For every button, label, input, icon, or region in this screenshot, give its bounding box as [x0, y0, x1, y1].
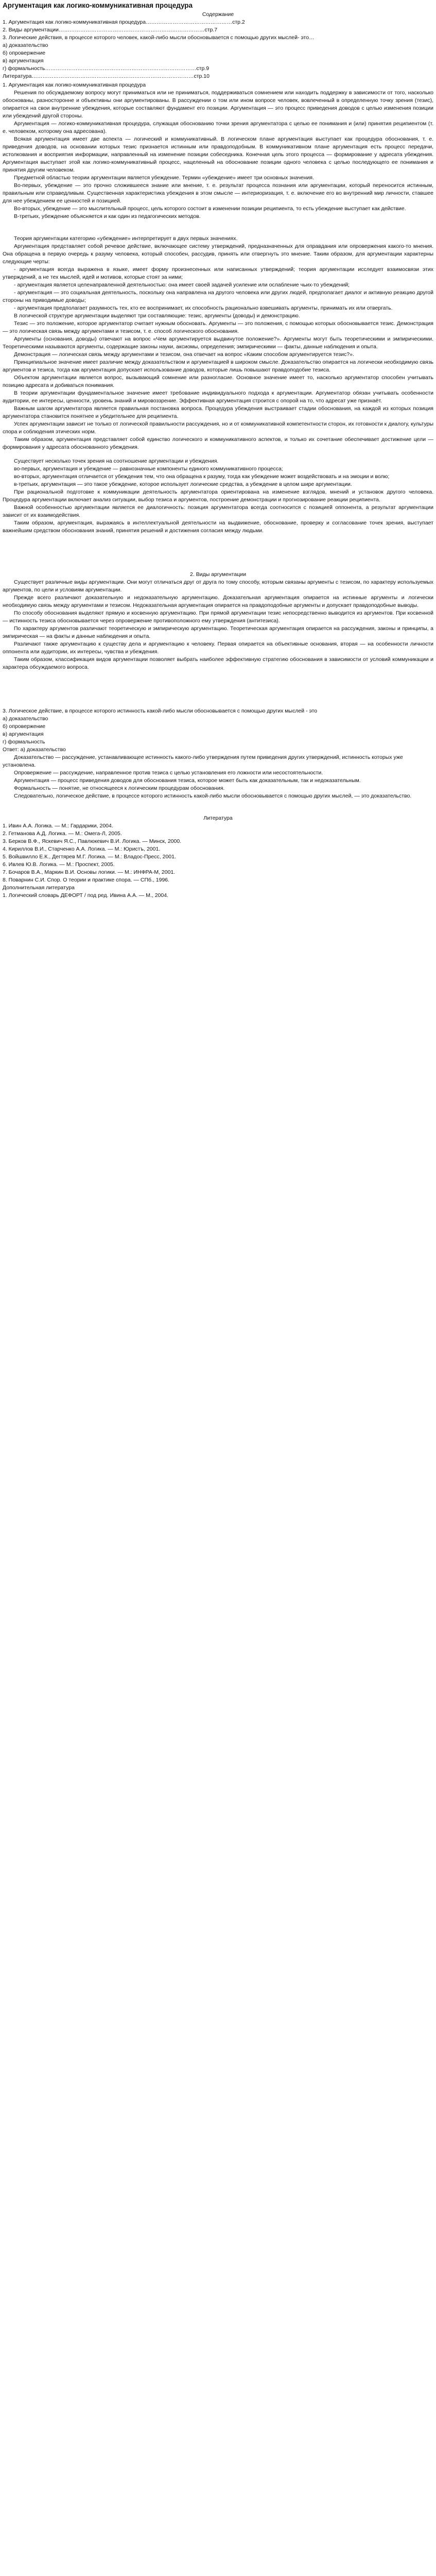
paragraph: В-третьих, убеждение объясняется и как один из педагогических методов.: [14, 213, 201, 219]
paragraph: Успех аргументации зависит не только от логической правильности рассуждения, но и от коммуникативной компетентности сторон, их готовности к диалогу, культуры спора и соблюдения этических норм.: [3, 421, 433, 435]
toc-item: Литература………………………………………………………………………………стр.10: [3, 73, 210, 79]
paragraph: Аргументация — процесс приведения доводов для обоснования тезиса, которое может быть как доказательным, так и недоказательным.: [14, 777, 361, 784]
paragraph: Во-вторых, убеждение — это мыслительный процесс, цель которого состоит в изменении позиции реципиента, то есть убеждение выступает как действие.: [14, 206, 406, 212]
paragraph: Формальность — понятие, не относящееся к логическим процедурам обоснования.: [14, 785, 225, 791]
paragraph: Во-первых, убеждение — это прочно сложившееся знание или мнение, т. е. результат процесса познания или аргументации, который переносится истинным, правильным или справедливым. Существенная характеристика убеждения в этом смысле — интериоризация, т. е. включение его во внутренний мир личности, ставшее для нее убеждением ее ценностей и позицией.: [3, 182, 433, 204]
paragraph: По характеру аргументов различают теоретическую и эмпирическую аргументацию. Теоретическая аргументация опирается на рассуждения, законы и принципы, а эмпирическая — на факты и данные наблюдения и опыта.: [3, 625, 433, 639]
paragraph: Решения по обсуждаемому вопросу могут приниматься или не приниматься, поддерживаться сомнением или находить поддержку в зависимости от того, насколько обоснованы, разносторонне и объективны они аргументированы. В рассуждении о том или ином вопросе человек, вовлеченный в определенную точку зрения (тезис), опирается на свои внутренние убеждения, которые составляют фундамент его позиции. Аргументация — это процесс приведения доводов с целью изменения позиции или убеждений другой стороны.: [3, 90, 433, 119]
paragraph: Различают также аргументацию к существу дела и аргументацию к человеку. Первая опирается на объективные основания, вторая — на особенности личности оппонента или аудитории, их интересы, чувства и убеждения.: [3, 641, 433, 655]
table-of-contents: [3, 11, 433, 80]
paragraph: во-вторых, аргументация отличается от убеждения тем, что она обращена к разуму, тогда как убеждение может воздействовать и на эмоции и волю;: [14, 473, 390, 480]
paragraph: Аргументация представляет собой речевое действие, включающее систему утверждений, предназначенных для оправдания или опровержения какого-то мнения. Она обращена в первую очередь к разуму человека, который способен, рассудив, принять или отвергнуть это мнение. Таким образом, для аргументации характерны следующие черты:: [3, 243, 433, 265]
extra-literature-heading: Дополнительная литература: [3, 885, 75, 891]
literature-item: 3. Берков В.Ф., Яскевич Я.С., Павлюкевич В.И. Логика. — Минск, 2000.: [3, 838, 182, 844]
section-3: [3, 707, 433, 800]
paragraph: Объектом аргументации является вопрос, вызывающий сомнение или разногласие. Основное значение имеет то, насколько аргументатор способен учитывать позицию адресата и добиваться понимания.: [3, 375, 433, 388]
paragraph: По способу обоснования выделяют прямую и косвенную аргументацию. При прямой аргументации тезис непосредственно выводится из аргументов. При косвенной — истинность тезиса обосновывается через опровержение противоположного ему утверждения (антитезиса).: [3, 610, 433, 624]
literature-item: 5. Войшвилло Е.К., Дегтярев М.Г. Логика. — М.: Владос-Пресс, 2001.: [3, 854, 176, 860]
section-1-continued: [3, 235, 433, 451]
paragraph: - аргументация является целенаправленной деятельностью: она имеет своей задачей усиление или ослабление чьих-то убеждений;: [14, 282, 350, 288]
paragraph: - аргументация всегда выражена в языке, имеет форму произнесенных или написанных утверждений; теория аргументации исследует взаимосвязи этих утверждений, а не тех мыслей, идей и мотивов, которые стоят за ними;: [3, 266, 433, 280]
answer: Ответ: а) доказательство: [3, 747, 66, 753]
toc-item: г) формальность…………………………………………………………………………стр.9: [3, 65, 210, 72]
document-title: Аргументация как логико-коммуникативная процедура: [3, 2, 193, 9]
literature-item: 1. Ивин А.А. Логика. — М.: Гардарики, 2004.: [3, 823, 113, 829]
answer-option: б) опровержение: [3, 723, 46, 730]
toc-item: б) опровержение: [3, 50, 46, 56]
answer-option: в) аргументация: [3, 731, 44, 737]
literature-item: 1. Логический словарь ДЕФОРТ / под ред. Ивина А.А. — М., 2004.: [3, 892, 168, 899]
paragraph: Доказательство — рассуждение, устанавливающее истинность какого-либо утверждения путем приведения других утверждений, истинность которых уже установлена.: [3, 754, 403, 768]
paragraph: Принципиальное значение имеет различие между доказательством и аргументацией в широком смысле. Доказательство опирается на логически необходимую связь аргументов и тезиса, тогда как аргументация допускает использование доводов, которые лишь повышают правдоподобие тезиса.: [3, 359, 433, 373]
paragraph: Важной особенностью аргументации является ее диалогичность: позиция аргументатора всегда соотносится с позицией оппонента, а результат аргументации зависит от их взаимодействия.: [3, 504, 433, 518]
document-page: [0, 1, 436, 900]
section-1: [3, 89, 433, 221]
paragraph: Существует различные виды аргументации. Они могут отличаться друг от друга по тому способу, которым связаны аргументы с тезисом, по характеру используемых аргументов, по цели и условиям аргументации.: [3, 579, 433, 593]
literature-heading: Литература: [203, 815, 233, 821]
toc-item: 1. Аргументация как логико-коммуникативная процедура…………………………………………стр.2: [3, 19, 245, 25]
paragraph: Демонстрация — логическая связь между аргументами и тезисом, она отвечает на вопрос «Каким способом аргументируется тезис?».: [14, 351, 354, 358]
paragraph: Тезис — это положение, которое аргументатор считает нужным обосновать. Аргументы — это положения, с помощью которых обосновывается тезис. Демонстрация — это логическая связь между аргументами и тезисом, т. е. способ логического обоснования.: [3, 320, 433, 334]
paragraph: Таким образом, классификация видов аргументации позволяет выбрать наиболее эффективную стратегию обоснования в зависимости от условий коммуникации и характера обсуждаемого вопроса.: [3, 656, 433, 670]
paragraph: - аргументация — это социальная деятельность, поскольку она направлена на другого человека или других людей, предполагает диалог и активную реакцию другой стороны на приводимые доводы;: [3, 290, 433, 303]
literature-item: 8. Поварнин С.И. Спор. О теории и практике спора. — СПб., 1996.: [3, 877, 170, 883]
paragraph: Аргументация — логико-коммуникативная процедура, служащая обоснованию точки зрения аргументатора с целью ее понимания и (или) принятия реципиентом (т. е. человеком, которому она адресована).: [3, 121, 433, 134]
paragraph: Существует несколько точек зрения на соотношение аргументации и убеждения.: [14, 458, 219, 464]
toc-item: 2. Виды аргументации………………………………………………………………………стр.7: [3, 27, 218, 33]
paragraph: При рациональной подготовке к коммуникации деятельность аргументатора ориентирована на изменение взглядов, мнений и установок другого человека. Процедура аргументации включает анализ ситуации, выбор тезиса и аргументов, построение демонстрации и прогнозирование реакции реципиента.: [3, 489, 433, 503]
paragraph: В логической структуре аргументации выделяют три составляющие: тезис, аргументы (доводы) и демонстрацию.: [14, 313, 300, 319]
literature-item: 7. Бочаров В.А., Маркин В.И. Основы логики. — М.: ИНФРА-М, 2001.: [3, 869, 176, 875]
answer-option: а) доказательство: [3, 716, 48, 722]
paragraph: Аргументы (основания, доводы) отвечают на вопрос «Чем аргументируется выдвинутое положение?». Аргументы могут быть теоретическими и эмпирическими. Теоретическими называются аргументы, содержащие законы науки, аксиомы, определения; эмпирическими — факты, данные наблюдения и опыта.: [3, 336, 433, 350]
section-heading: 1. Аргументация как логико-коммуникативная процедура: [3, 82, 146, 88]
paragraph: Прежде всего различают доказательную и недоказательную аргументацию. Доказательная аргументация опирается на истинные аргументы и логически необходимую связь между аргументами и тезисом. Недоказательная аргументация опирается на правдоподобные аргументы и допускает правдоподобные выводы.: [3, 595, 433, 608]
toc-item: в) аргументация: [3, 58, 44, 64]
paragraph: В теории аргументации фундаментальное значение имеет требование индивидуального подхода к аргументации. Аргументатор обязан учитывать особенности аудитории, ее интересы, ценности, уровень знаний и мировоззрение. Эффективная аргументация строится с опорой на то, что адресат уже признаёт.: [3, 390, 433, 404]
paragraph: Важным шагом аргументатора является правильная постановка вопроса. Процедура убеждения выстраивает стадии обоснования, на каждой из которых позиция аргументатора становится понятнее и убедительнее для реципиента.: [3, 405, 433, 419]
literature-item: 6. Ивлев Ю.В. Логика. — М.: Проспект, 2005.: [3, 861, 115, 868]
paragraph: Таким образом, аргументация, выражаясь в интеллектуальной деятельности на выдвижение, обоснование, проверку и согласование точек зрения, выступает важнейшим средством обоснования знаний, принятия решений и достижения согласия между людьми.: [3, 520, 433, 534]
paragraph: - аргументация предполагает разумность тех, кто ее воспринимает, их способность рационально взвешивать аргументы, принимать их или отвергать.: [14, 305, 393, 311]
paragraph: Теория аргументации категорию «убеждение» интерпретирует в двух первых значениях.: [14, 235, 238, 242]
section-2: [3, 579, 433, 671]
paragraph: Всякая аргументация имеет две аспекта — логический и коммуникативный. В логическом плане аргументация выступает как процедура обоснования, т. е. приведения доводов, на основании которых тезис признается истинным или правдоподобным. В коммуникативном плане аргументация есть процесс передачи, истолкования и восприятия информации, направленный на изменение позиции собеседника. Конечная цель этого процесса — формирование у адресата убеждения. Аргументация выступает этой как логико-коммуникативный процесс, нацеленный на обоснование позиции одного человека с целью последующего ее понимания и принятия другим человеком.: [3, 136, 433, 173]
paragraph: Таким образом, аргументация представляет собой единство логического и коммуникативного аспектов, и только их сочетание обеспечивает достижение цели — формирования у адресата обоснованного убеждения.: [3, 436, 433, 450]
section-heading: 3. Логическое действие, в процессе которого истинность какой-либо мысли обосновывается с помощью других мыслей - это: [3, 708, 318, 714]
toc-item: 3. Логические действия, в процессе которого человек, какой-либо мысли обосновывается с помощью других мыслей- это…: [3, 35, 315, 41]
paragraph: во-первых, аргументация и убеждение — равнозначные компоненты единого коммуникативного процесса;: [14, 466, 283, 472]
paragraph: Опровержение — рассуждение, направленное против тезиса с целью установления его ложности или несостоятельности.: [14, 770, 323, 776]
paragraph: в-третьих, аргументация — это такое убеждение, которое использует логические средства, а убеждение в целом шире аргументации.: [14, 481, 352, 487]
paragraph: Следовательно, логическое действие, в процессе которого истинность какой-либо мысли обосновывается с помощью других мыслей, — это доказательство.: [14, 793, 412, 799]
literature-list: [3, 822, 433, 900]
literature-item: 4. Кириллов В.И., Старченко А.А. Логика. — М.: Юристъ, 2001.: [3, 846, 161, 852]
literature-item: 2. Гетманова А.Д. Логика. — М.: Омега-Л, 2005.: [3, 831, 122, 837]
paragraph: Предметной областью теории аргументации является убеждение. Термин «убеждение» имеет три основных значения.: [14, 175, 315, 181]
toc-item: а) доказательство: [3, 42, 48, 48]
section-1-part-3: [3, 457, 433, 535]
answer-option: г) формальность: [3, 739, 45, 745]
toc-heading: Содержание: [202, 11, 234, 18]
section-heading: 2. Виды аргументации: [190, 571, 246, 578]
